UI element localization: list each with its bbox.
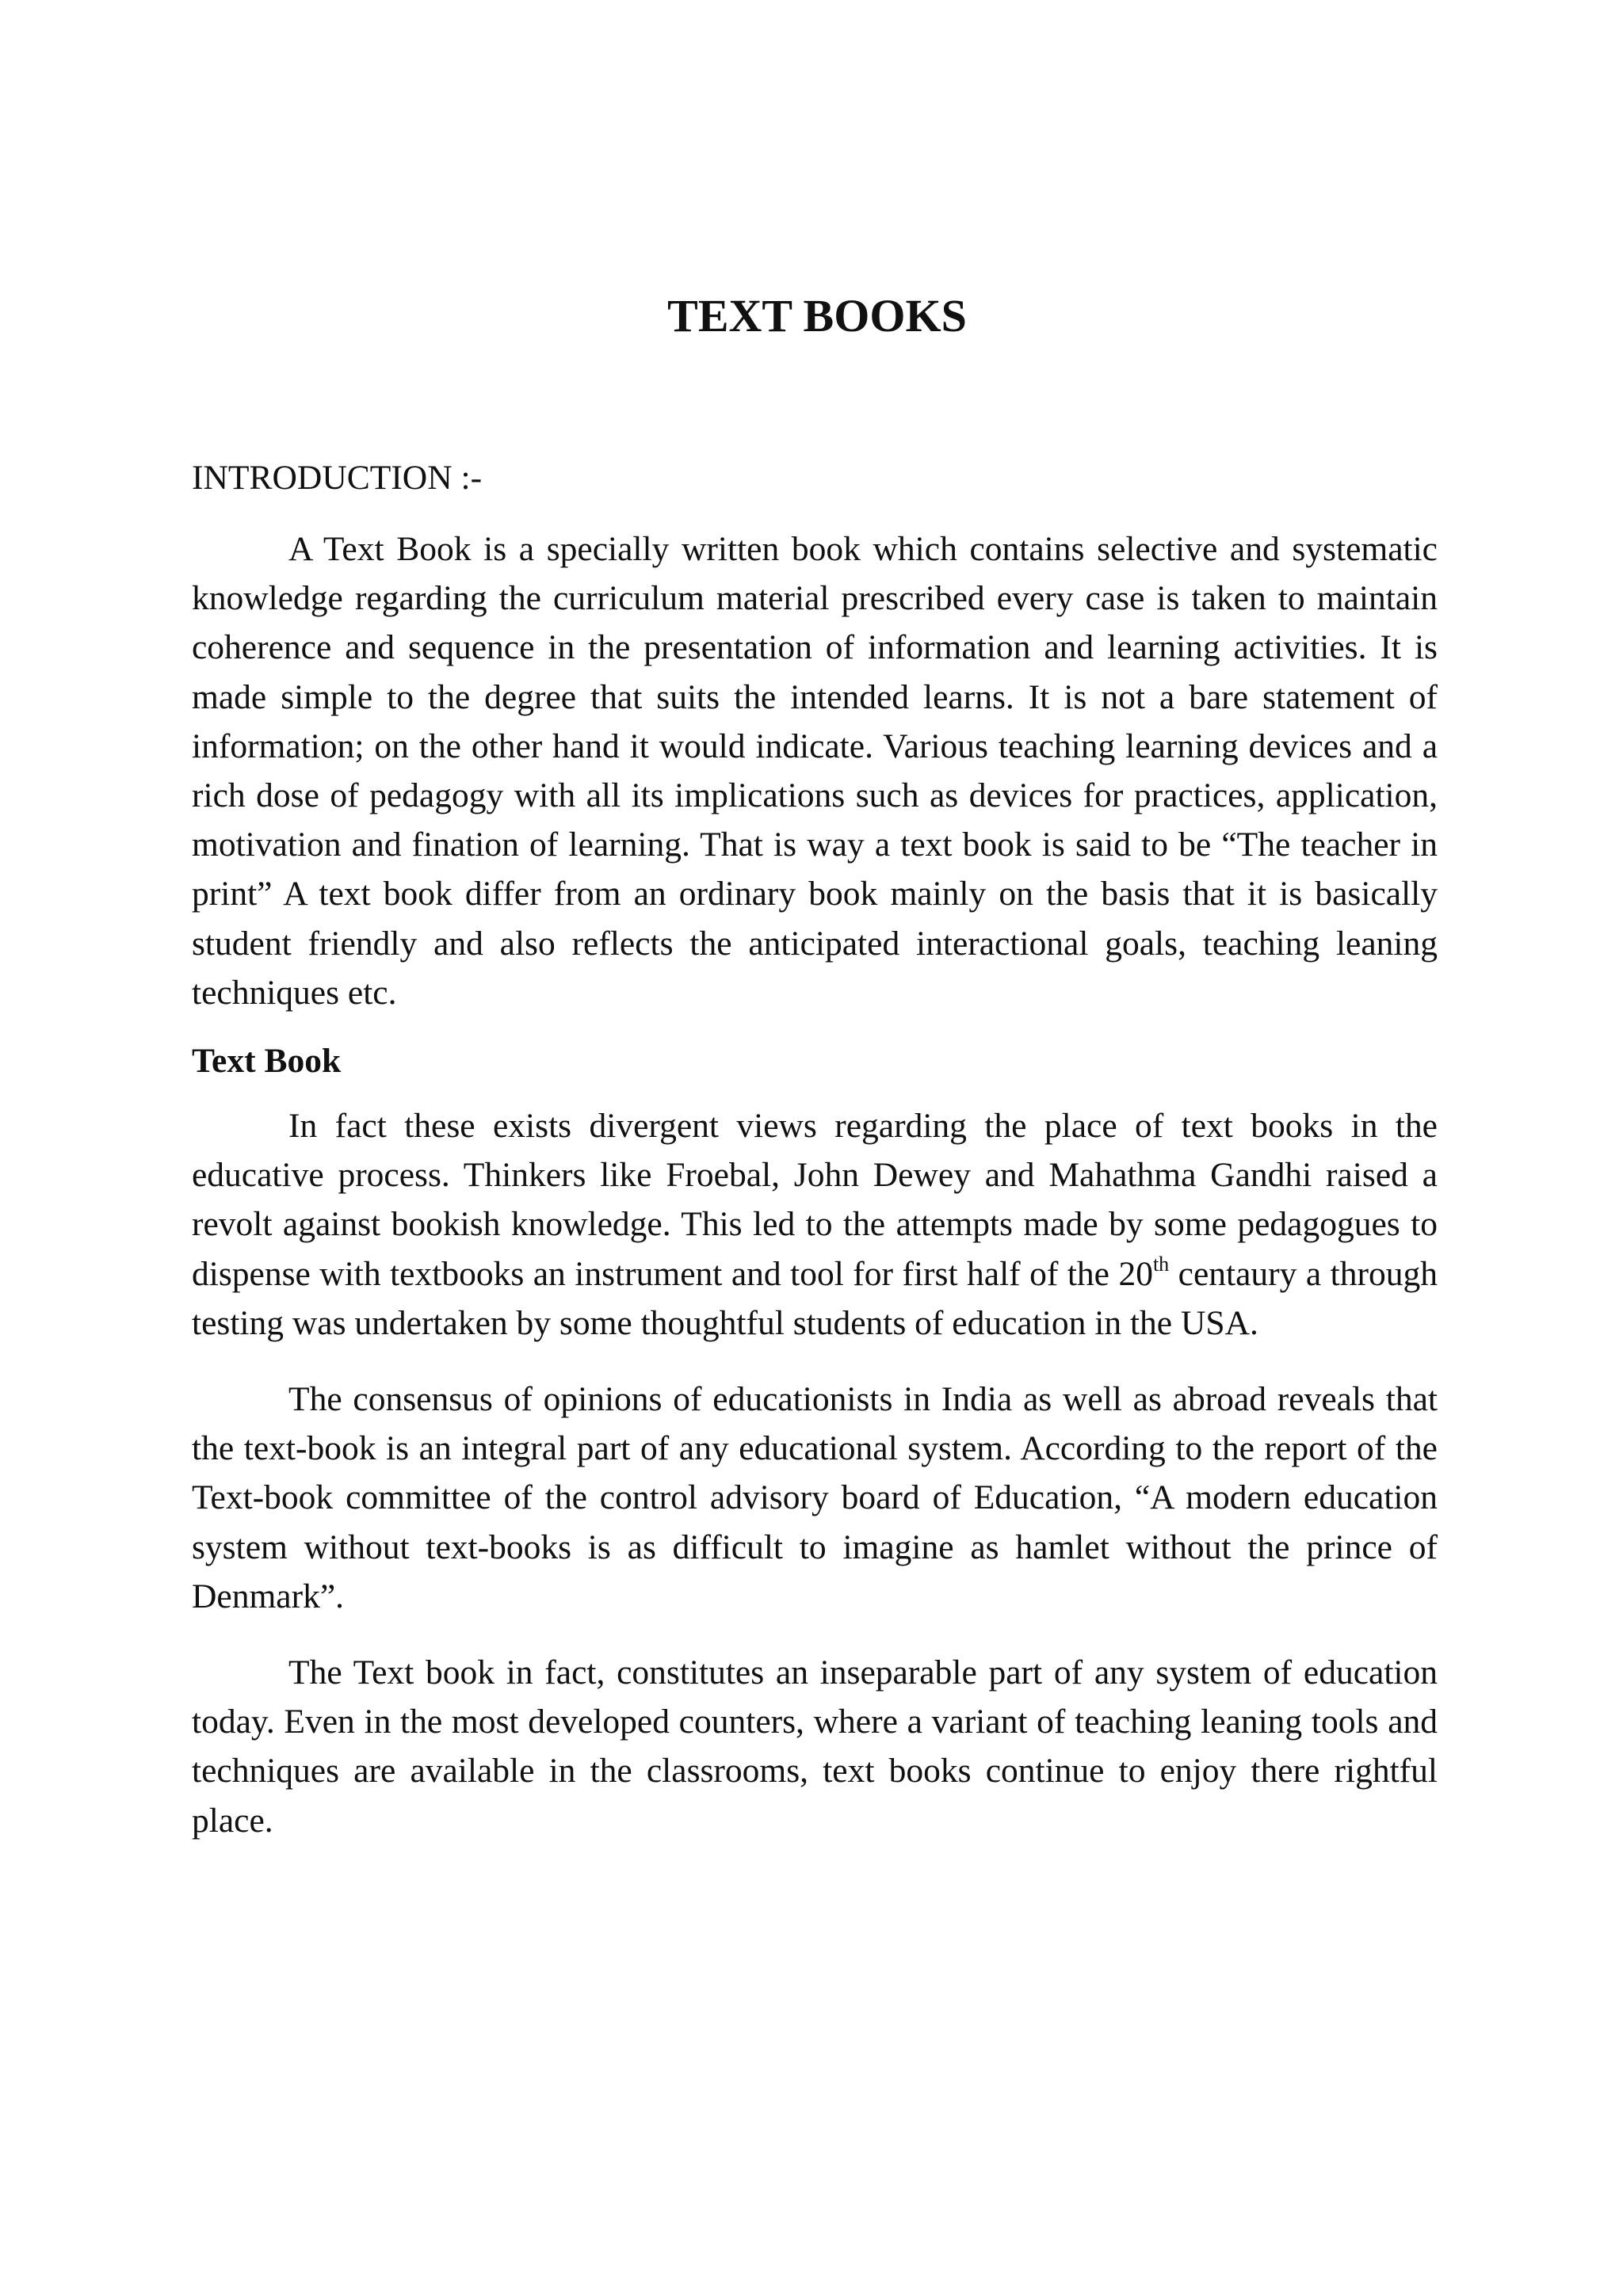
ordinal-superscript: th [1152,1252,1170,1276]
introduction-paragraph: A Text Book is a specially written book which contains selective and systematic knowledge regarding the curriculum material prescribed every case is taken to maintain coherence and sequence in the presentation of information and learning activities. It is made simple to the degree that suits the intended learns. It is not a bare statement of information; on the other hand it would indicate. Various teaching learning devices and a rich dose of pedagogy with all its implications such as devices for practices, application, motivation and fination of learning. That is way a text book is said to be “The teacher in print” A text book differ from an ordinary book mainly on the basis that it is basically student friendly and also reflects the anticipated interactional goals, teaching leaning techniques etc. [192,530,1438,1012]
paragraph-1-text-a: In fact these exists divergent views regarding the place of text books in the educative process. Thinkers like Froebal, John Dewey and Mahathma Gandhi raised a revolt against bookish knowledge. This led to the attempts made by some pedagogues to dispense with textbooks an instrument and tool for first half of the 20 [192,1107,1438,1293]
text-book-heading: Text Book [192,1042,342,1081]
document-body [192,453,1438,1845]
introduction-heading: INTRODUCTION :- [192,459,483,497]
page-title: TEXT BOOKS [667,290,967,341]
text-book-paragraph-1 [192,1101,1438,1348]
paragraph-1-text-b: centaury a through testing was undertaken by some thoughtful students of education in the USA. [192,1254,1438,1342]
text-book-paragraph-2: The consensus of opinions of educationists in India as well as abroad reveals that the text-book is an integral part of any educational system. According to the report of the Text-book committee of the control advisory board of Education, “A modern education system without text-books is as difficult to imagine as hamlet without the prince of Denmark”. [192,1380,1438,1615]
text-book-paragraph-3: The Text book in fact, constitutes an inseparable part of any system of education today. Even in the most developed counters, where a variant of teaching leaning tools and techniques are available in the classrooms, text books continue to enjoy there rightful place. [192,1653,1438,1840]
